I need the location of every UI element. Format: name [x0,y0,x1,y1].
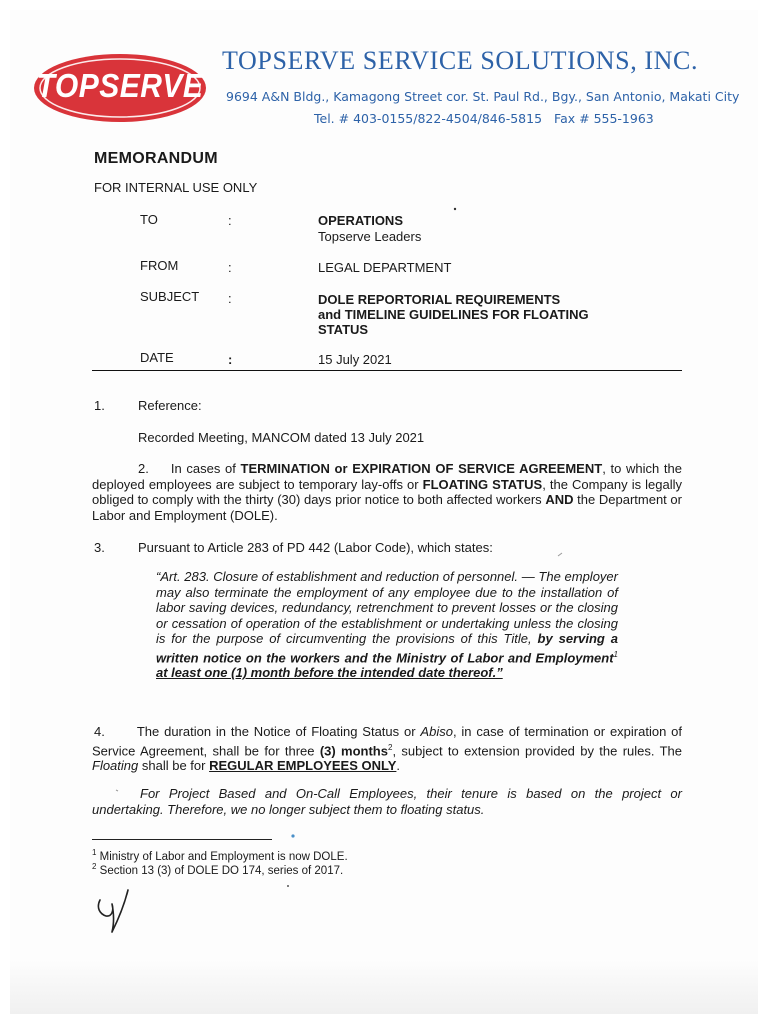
para-2-emphasis-and: AND [545,492,574,507]
company-address: 9694 A&N Bldg., Kamagong Street cor. St. Paul Rd., Bgy., San Antonio, Makati City [226,89,740,104]
subject-line-3: STATUS [318,322,369,337]
article-283-quote [156,569,618,681]
to-value-sub: Topserve Leaders [318,229,422,244]
para-2 [92,461,682,523]
para-4-text-c: , in case of termination or expiration of Service Agreement, shall be for three [92,724,683,758]
quote-emphasis: by serving a written notice on the workers and the Ministry of Labor and Employment [156,631,619,665]
quote-text: “Art. 283. Closure of establishment and reduction of personnel. — The employer may also terminate the employment of any employee due to the installation of labor saving devices, redundancy, retrenchment to prevent losses or the closing or cessation of operation of the establishment or undertaking unless the closing is for the purpose of circumventing the provisions of this Title, [156,569,618,646]
from-colon: : [228,260,232,275]
header-divider [92,370,682,371]
para-3-number: 3. [94,540,105,555]
para-2-emphasis-termination: TERMINATION or EXPIRATION OF SERVICE AGREEMENT [240,461,603,476]
para-4-text-g: shall be for [138,758,210,774]
para-2-number: 2. [138,461,149,476]
para-4-text-e: , subject to extension provided by the rules. The [392,742,682,758]
from-label: FROM [140,258,179,273]
para-4-floating: Floating [92,758,139,774]
to-label: TO [140,212,158,227]
footnote-2-mark: 2 [92,862,97,871]
para-1-reference: Recorded Meeting, MANCOM dated 13 July 2021 [138,430,425,445]
document-page [10,10,758,1014]
telephone-numbers: Tel. # 403-0155/822-4504/846-5815 [314,111,543,126]
para-2-text-g: the Department or Labor and Employment (DOLE). [92,492,682,523]
subject-colon: : [228,291,232,306]
footnote-1-mark: 1 [92,848,97,857]
subject-line-1: DOLE REPORTORIAL REQUIREMENTS [318,292,561,307]
para-1-text: Reference: [138,398,202,413]
scan-bottom-margin [10,960,758,1014]
logo-text: TOPSERVE [36,68,204,105]
company-name: TOPSERVE SERVICE SOLUTIONS, INC. [222,46,699,75]
para-3-text: Pursuant to Article 283 of PD 442 (Labor Code), which states: [138,540,493,555]
footnote-ref-2: 2 [387,742,393,752]
para-4-duration: (3) months [319,742,388,758]
quote-underlined: at least one (1) month before the intended date thereof.” [156,665,503,681]
date-label: DATE [140,350,174,365]
footnote-2 [92,862,343,877]
para-4-text-a: The duration in the Notice of Floating Status or [136,724,421,739]
para-4-abiso: Abiso [420,724,453,739]
handwritten-initial [92,886,142,936]
para-5: For Project Based and On-Call Employees, their tenure is based on the project or undertaking. Therefore, we no longer subject them to floating status. [92,786,682,817]
para-2-text-a: In cases of [170,461,241,476]
para-4-number: 4. [94,724,105,739]
footnote-ref-1: 1 [613,649,618,659]
from-value: LEGAL DEPARTMENT [318,260,452,275]
subject-line-2: and TIMELINE GUIDELINES FOR FLOATING [318,307,589,322]
date-colon: : [228,352,233,367]
subject-value [318,292,589,337]
para-4-regular-employees: REGULAR EMPLOYEES ONLY [209,758,397,774]
to-colon: : [228,213,232,228]
fax-number: Fax # 555-1963 [554,111,654,126]
para-2-emphasis-floating: FLOATING STATUS [422,476,543,492]
footnote-1-text: Ministry of Labor and Employment is now DOLE. [96,850,348,863]
para-2-text-c: , to which the deployed employees are subject to temporary lay-offs or [92,461,682,492]
para-4-period: . [396,758,401,774]
topserve-logo [32,52,208,124]
date-value: 15 July 2021 [318,352,392,367]
to-value: OPERATIONS [318,213,403,228]
memo-classification: FOR INTERNAL USE ONLY [94,180,258,195]
footnote-2-text: Section 13 (3) of DOLE DO 174, series of 2017. [96,864,344,877]
memo-title: MEMORANDUM [94,150,218,167]
footnote-1 [92,848,348,863]
para-1-number: 1. [94,398,105,413]
para-4 [92,724,682,774]
subject-label: SUBJECT [140,289,200,304]
company-contacts [314,111,654,126]
para-2-text-e: , the Company is legally obliged to comply with the thirty (30) days prior notice to both affected workers [92,476,682,507]
footnote-divider [92,839,272,840]
